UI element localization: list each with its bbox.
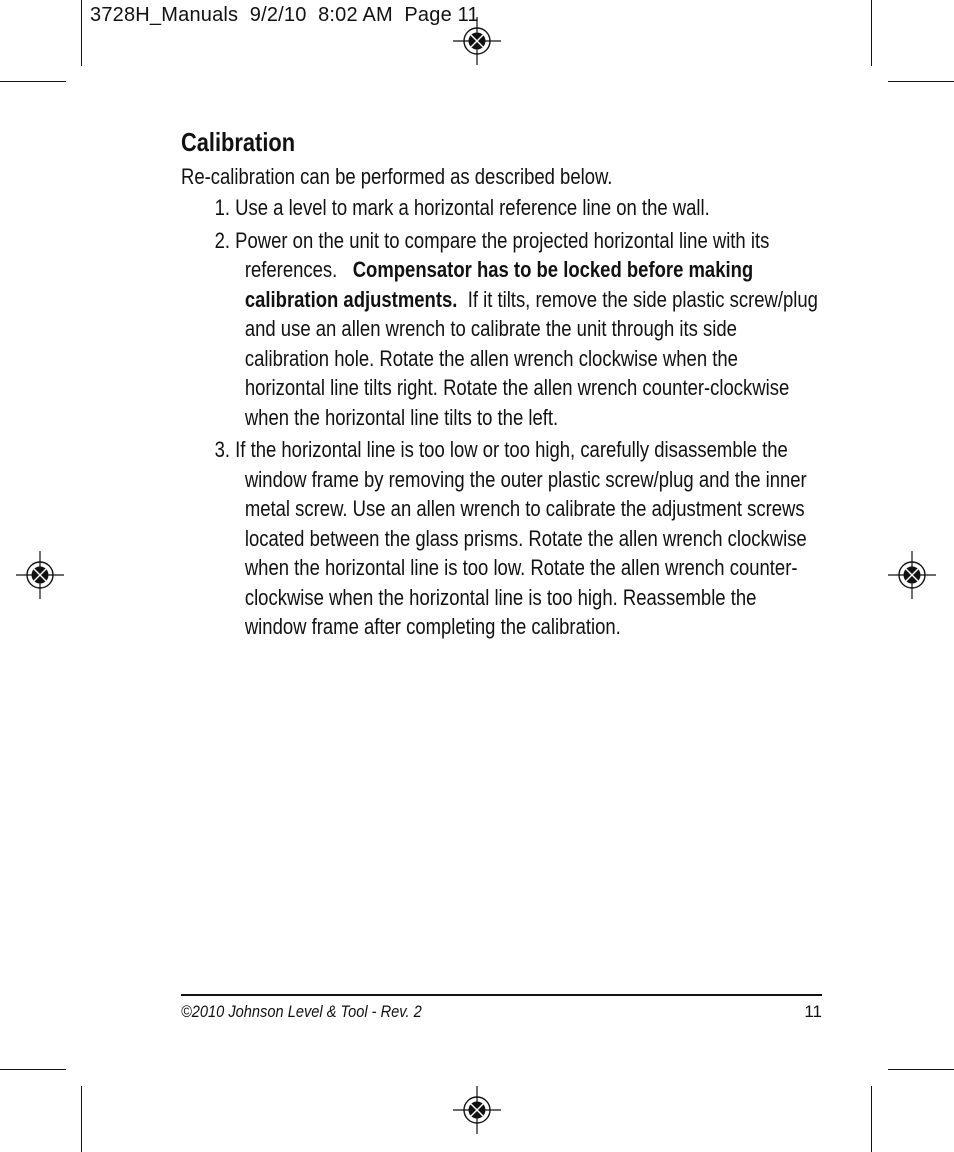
footer-divider: [181, 994, 822, 996]
footer-copyright: ©2010 Johnson Level & Tool - Rev. 2: [181, 1002, 422, 1021]
crop-mark-bottom-right-horizontal: [888, 1069, 954, 1070]
crop-mark-bottom-left-horizontal: [0, 1069, 66, 1070]
step-warning: Compensator has to be locked before making calibration adjustments.: [244, 257, 754, 312]
crop-mark-bottom-left-vertical: [81, 1086, 82, 1152]
registration-target-icon: [16, 551, 64, 599]
crop-mark-top-right-vertical: [871, 0, 872, 66]
step-number: 1.: [214, 195, 231, 220]
step-text: Use a level to mark a horizontal reference line on the wall.: [235, 195, 710, 220]
section-title: Calibration: [181, 127, 296, 157]
crop-mark-top-left-vertical: [81, 0, 82, 66]
step-2: [215, 226, 821, 433]
step-3: [215, 435, 821, 642]
step-text-continued: If it tilts, remove the side plastic screw/plug and use an allen wrench to calibrate the unit through its side calibration hole. Rotate the allen wrench clockwise when the horizontal line tilts right. Rotate the allen wrench counter-clockwise when the horizontal line tilts to the left.: [244, 286, 818, 430]
calibration-section: [181, 126, 818, 645]
step-1: [215, 193, 821, 223]
crop-mark-top-right-horizontal: [888, 81, 954, 82]
crop-mark-top-left-horizontal: [0, 81, 66, 82]
step-text: If the horizontal line is too low or too high, carefully disassemble the window frame by removing the outer plastic screw/plug and the inner metal screw. Use an allen wrench to calibrate the adjustment screws located between the glass prisms. Rotate the allen wrench clockwise when the horizontal line is too low. Rotate the allen wrench counter-clockwise when the horizontal line is too high. Reassemble the window frame after completing the calibration.: [235, 437, 807, 639]
step-text: Power on the unit to compare the projected horizontal line with its references.: [235, 227, 770, 282]
page-number: 11: [804, 1002, 822, 1021]
calibration-steps: [181, 193, 821, 642]
print-slug-line: 3728H_Manuals 9/2/10 8:02 AM Page 11: [90, 4, 479, 26]
registration-target-icon: [888, 551, 936, 599]
crop-mark-bottom-right-vertical: [871, 1086, 872, 1152]
registration-target-icon: [453, 1086, 501, 1134]
step-number: 3.: [214, 437, 231, 462]
step-number: 2.: [214, 227, 231, 253]
registration-target-icon: [453, 17, 501, 65]
section-intro: Re-calibration can be performed as described below.: [181, 164, 613, 189]
